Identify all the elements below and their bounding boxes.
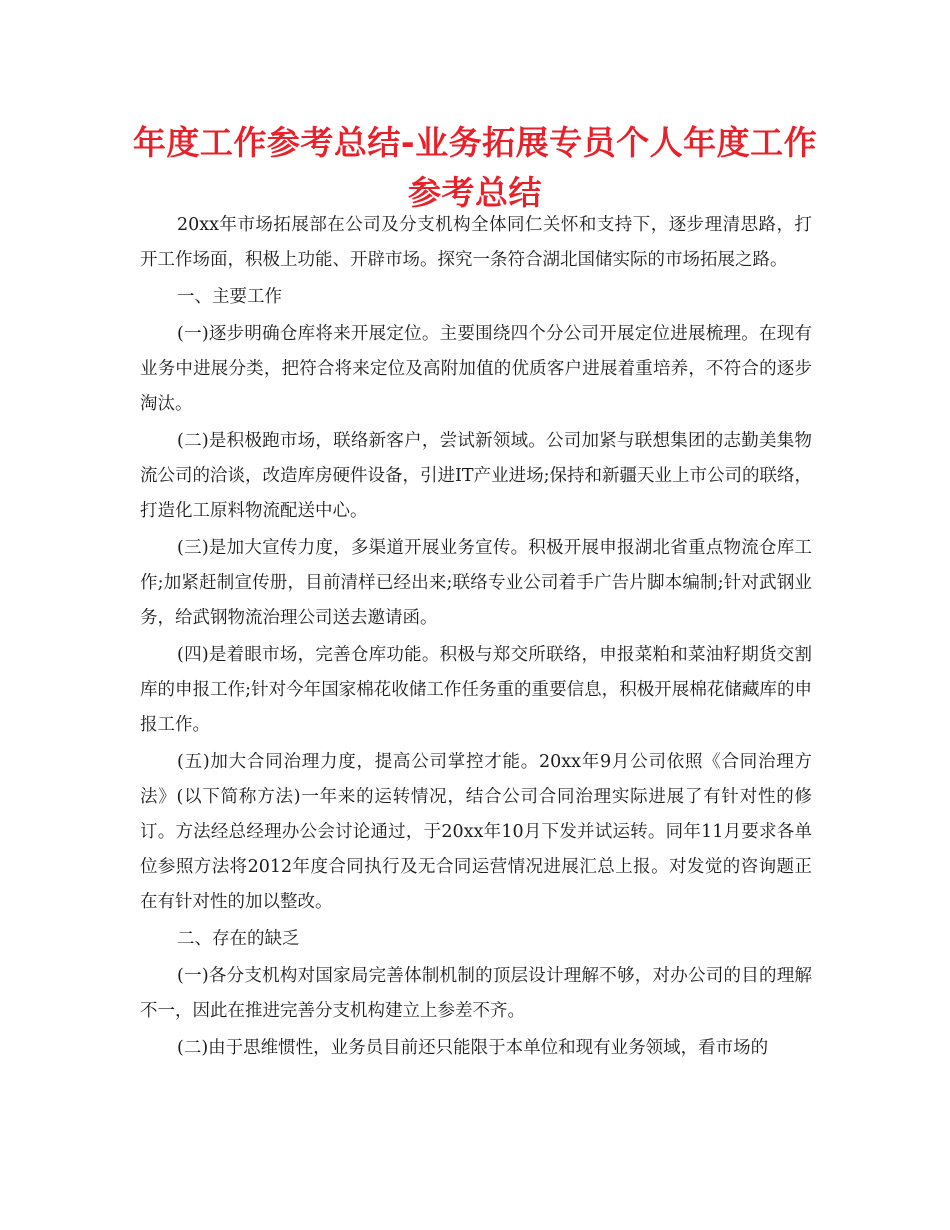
- paragraph-intro: 20xx年市场拓展部在公司及分支机构全体同仁关怀和支持下，逐步理清思路，打开工作场面，积极上功能、开辟市场。探究一条符合湖北国储实际的市场拓展之路。: [140, 215, 812, 270]
- paragraph-item-1: (一)逐步明确仓库将来开展定位。主要围绕四个分公司开展定位进展梳理。在现有业务中进展分类，把符合将来定位及高附加值的优质客户进展着重培养，不符合的逐步淘汰。: [140, 324, 812, 414]
- paragraph-item-2: (二)是积极跑市场，联络新客户，尝试新领域。公司加紧与联想集团的志勤美集物流公司的洽谈，改造库房硬件设备，引进IT产业进场;保持和新疆天业上市公司的联络，打造化工原料物流配送中心。: [140, 431, 812, 521]
- paragraph-shortcoming-2: (二)由于思维惯性，业务员目前还只能限于本单位和现有业务领域，看市场的: [177, 1038, 769, 1058]
- paragraph-shortcoming-1: (一)各分支机构对国家局完善体制机制的顶层设计理解不够，对办公司的目的理解不一，因此在推进完善分支机构建立上参差不齐。: [140, 966, 812, 1021]
- document-body: [140, 208, 812, 1068]
- section-heading-shortcomings: 二、存在的缺乏: [177, 929, 300, 949]
- paragraph-item-4: (四)是着眼市场，完善仓库功能。积极与郑交所联络，申报菜粕和菜油籽期货交割库的申报工作;针对今年国家棉花收储工作任务重的重要信息，积极开展棉花储藏库的申报工作。: [140, 645, 812, 735]
- paragraph-item-5: (五)加大合同治理力度，提高公司掌控才能。20xx年9月公司依照《合同治理方法》(以下简称方法)一年来的运转情况，结合公司合同治理实际进展了有针对性的修订。方法经总经理办公会讨论通过，于20xx年10月下发并试运转。同年11月要求各单位参照方法将2012年度合同执行及无合同运营情况进展汇总上报。对发觉的咨询题正在有针对性的加以整改。: [140, 752, 812, 912]
- document-title: 年度工作参考总结-业务拓展专员个人年度工作参考总结: [132, 123, 818, 212]
- paragraph-item-3: (三)是加大宣传力度，多渠道开展业务宣传。积极开展申报湖北省重点物流仓库工作;加紧赶制宣传册，目前清样已经出来;联络专业公司着手广告片脚本编制;针对武钢业务，给武钢物流治理公司送去邀请函。: [140, 538, 812, 628]
- section-heading-main-work: 一、主要工作: [177, 287, 282, 307]
